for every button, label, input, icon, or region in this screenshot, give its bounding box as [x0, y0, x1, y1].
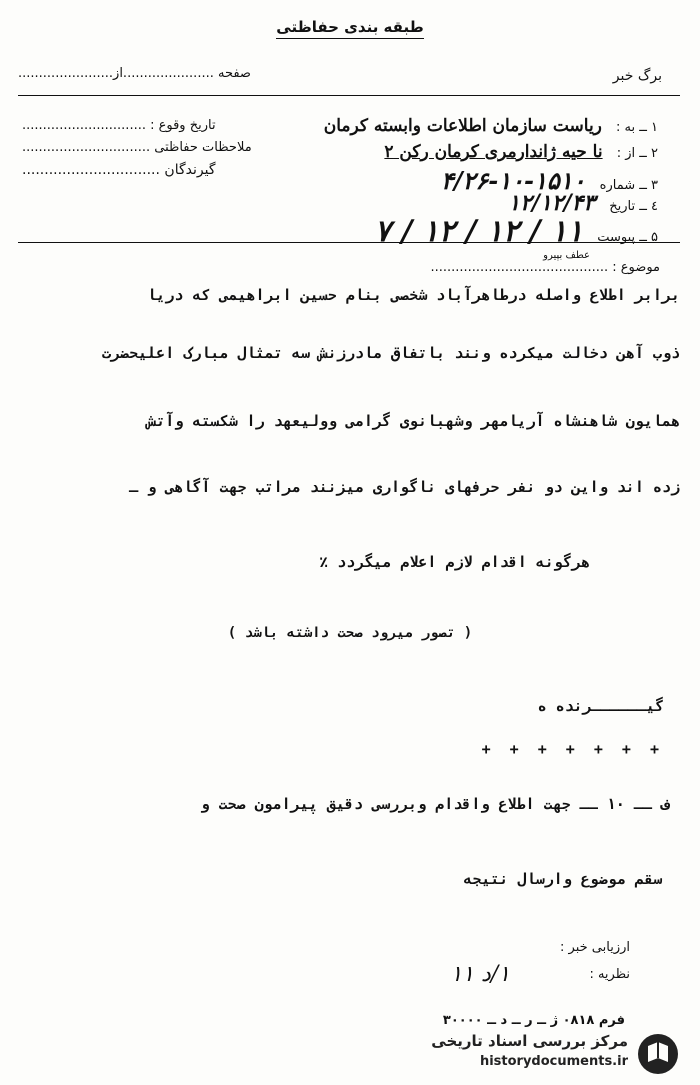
page-number-field: صفحه ......................از.......................: [18, 66, 251, 81]
field-date: [508, 190, 658, 216]
occurrence-date-field: تاریخ وقوع : ..............................: [22, 118, 216, 133]
opinion-value: ۱/د ۱۱: [450, 962, 510, 987]
body-line-1: برابر اطلاع واصله درطاهرآباد شخصی بنام حسین ابراهیمی که دریا: [147, 286, 680, 304]
field-number-value: ۱۵۱۰-۱۰-۴/۲۶: [440, 166, 586, 195]
body-line-4: زده اند واین دو نفر حرفهای ناگواری میزنند مراتب جهت آگاهی و ـ: [129, 478, 680, 496]
header-rule: [18, 95, 680, 96]
subject-field: موضوع : ...........................................: [430, 260, 660, 275]
recipients-field: گیرندگان ...............................: [22, 162, 216, 178]
field-from-value: نا حیه ژاندارمری کرمان رکن ۲: [384, 142, 603, 162]
action-line-2: سقم موضوع وارسال نتیجه: [463, 870, 662, 888]
receiver-line: گیــــــرنده ه: [537, 697, 664, 715]
field-attachment-label: ۵ ــ پیوست: [597, 230, 658, 245]
field-to-value: ریاست سازمان اطلاعات وابسته کرمان: [323, 116, 602, 136]
field-date-label: ٤ ــ تاریخ: [609, 199, 658, 214]
field-to: [324, 116, 658, 136]
field-from-label: ۲ ــ از :: [616, 146, 658, 161]
action-line-1: ف ــ ۱۰ ــ جهت اطلاع واقدام وبررسی دقیق پیرامون صحت و: [200, 795, 670, 813]
body-line-3: همایون شاهنشاه آریامهر وشهبانوی گرامی وولیعهد را شکسته وآتش: [147, 412, 680, 430]
body-line-2: ذوب آهن دخالت میکرده ونند باتفاق مادرزنش سه تمثال مبارک اعلیحضرت: [102, 344, 680, 362]
watermark: [420, 1030, 680, 1078]
sheet-label: برگ خبر: [612, 68, 662, 84]
archive-logo-icon: [636, 1032, 680, 1076]
field-number-label: ۳ ــ شماره: [599, 178, 658, 193]
field-attachment-value: ۱۱ / ۱۲ / ۱۲ / ۷: [374, 214, 584, 249]
classification-heading: طبقه بندی حفاظتی: [0, 18, 700, 36]
watermark-url: historydocuments.ir: [479, 1054, 628, 1069]
subject-note: عطف بپیرو: [543, 250, 590, 261]
security-remarks-field: ملاحظات حفاظتی ...............................: [22, 140, 252, 155]
evaluation-label: ارزیابی خبر :: [560, 940, 630, 955]
form-number: فرم ۰۸۱۸ ژ ــ ر ــ د ــ ۳۰۰۰۰: [442, 1013, 625, 1028]
body-line-5: هرگونه اقدام لازم اعلام میگردد ٪: [319, 553, 590, 571]
watermark-fa: مرکز بررسی اسناد تاریخی: [431, 1032, 628, 1050]
field-to-label: ۱ ــ به :: [616, 120, 658, 135]
reliability-note: ( تصور میرود صحت داشته باشد ): [227, 625, 473, 641]
field-from: [384, 142, 658, 162]
plus-separator: + + + + + + +: [481, 740, 664, 758]
opinion-label: نظریه :: [589, 967, 630, 982]
field-date-value: ۱۲/۱۲/۴۳: [508, 190, 596, 216]
fields-rule: [18, 242, 680, 243]
field-attachment: [375, 214, 658, 249]
